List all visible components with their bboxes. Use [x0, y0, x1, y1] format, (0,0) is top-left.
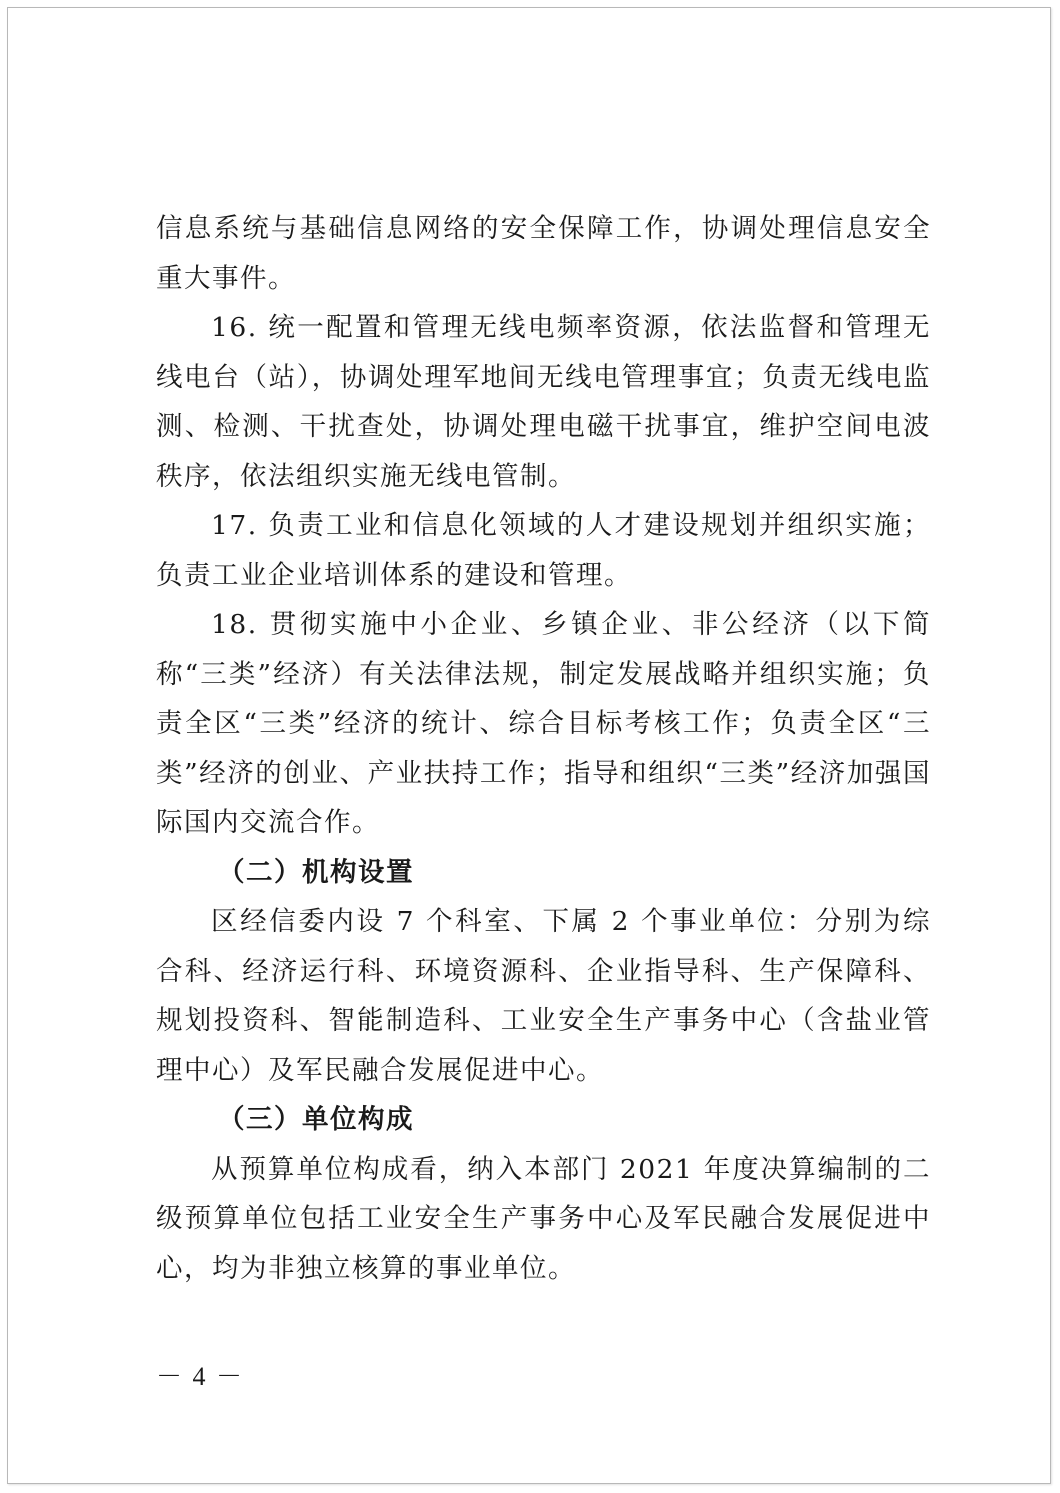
paragraph-continuation: 信息系统与基础信息网络的安全保障工作，协调处理信息安全重大事件。 — [156, 213, 931, 294]
section-heading-organization: （二）机构设置 — [218, 856, 414, 888]
paragraph-organization: 区经信委内设 7 个科室、下属 2 个事业单位：分别为综合科、经济运行科、环境资源科、企业指导科、生产保障科、规划投资科、智能制造科、工业安全生产事务中心（含盐业管理中心）及军民融合发展促进中心。 — [156, 906, 931, 1086]
page-number: － 4 － — [156, 1362, 245, 1391]
page-frame — [7, 7, 1051, 1484]
section-heading-unit-composition: （三）单位构成 — [218, 1104, 414, 1135]
paragraph-item-17: 17. 负责工业和信息化领域的人才建设规划并组织实施；负责工业企业培训体系的建设和管理。 — [156, 510, 931, 591]
paragraph-unit-composition: 从预算单位构成看，纳入本部门 2021 年度决算编制的二级预算单位包括工业安全生产事务中心及军民融合发展促进中心，均为非独立核算的事业单位。 — [156, 1153, 931, 1284]
paragraph-item-18: 18. 贯彻实施中小企业、乡镇企业、非公经济（以下简称“三类”经济）有关法律法规，制定发展战略并组织实施；负责全区“三类”经济的统计、综合目标考核工作；负责全区“三类”经济的创业、产业扶持工作；指导和组织“三类”经济加强国际国内交流合作。 — [156, 609, 931, 838]
document-body — [156, 204, 931, 1293]
paragraph-item-16: 16. 统一配置和管理无线电频率资源，依法监督和管理无线电台（站），协调处理军地间无线电管理事宜；负责无线电监测、检测、干扰查处，协调处理电磁干扰事宜，维护空间电波秩序，依法组织实施无线电管制。 — [156, 312, 931, 492]
